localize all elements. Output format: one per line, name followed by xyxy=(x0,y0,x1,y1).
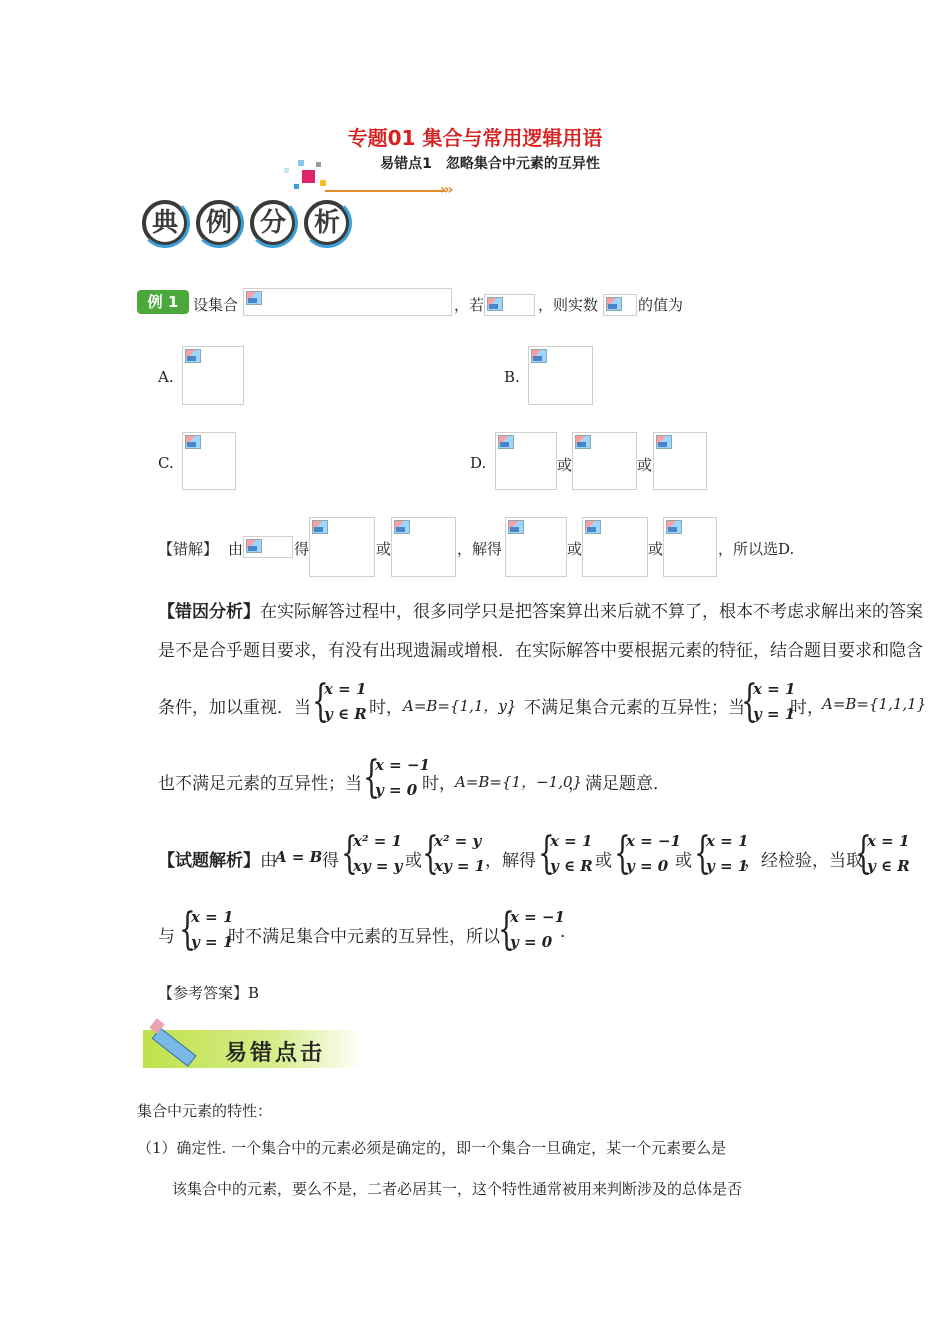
analysis-line-3d: 时， xyxy=(790,698,824,718)
banner-char-2: 例 xyxy=(196,200,242,246)
option-d-image-1 xyxy=(495,432,557,490)
question-prefix: 设集合 xyxy=(193,296,239,314)
broken-image-icon xyxy=(246,291,262,305)
solution-label: 【试题解析】由 xyxy=(158,851,277,871)
question-suffix: 的值为 xyxy=(638,296,684,314)
option-a-image xyxy=(182,346,244,405)
broken-image-icon xyxy=(487,297,503,311)
banner-arrows: ››› xyxy=(440,182,452,198)
broken-image-icon xyxy=(656,435,672,449)
broken-image-icon xyxy=(575,435,591,449)
wrong-image-6 xyxy=(663,517,717,577)
solution-or-2: 或 xyxy=(595,851,612,871)
broken-image-icon xyxy=(498,435,514,449)
broken-image-icon xyxy=(185,349,201,363)
option-b-image xyxy=(528,346,593,405)
tips-item-1-line-2: 该集合中的元素，要么不是，二者必居其一，这个特性通常被用来判断涉及的总体是否 xyxy=(172,1180,743,1198)
solution-de: 得 xyxy=(322,851,339,871)
wrong-image-1 xyxy=(243,536,293,558)
wrong-or-3: 或 xyxy=(648,540,664,558)
broken-image-icon xyxy=(246,539,262,553)
wrong-label: 【错解】 xyxy=(158,540,219,558)
option-d-image-3 xyxy=(653,432,707,490)
set-expression-2: A=B={1,1,1} xyxy=(822,695,927,713)
broken-image-icon xyxy=(585,520,601,534)
question-shishu: ，则实数 xyxy=(538,296,599,314)
answer-line xyxy=(158,982,259,1003)
analysis-label: 【错因分析】 xyxy=(158,602,260,622)
solution-yu: 与 xyxy=(158,927,175,947)
solution-or-3: 或 xyxy=(675,851,692,871)
broken-image-icon xyxy=(531,349,547,363)
wrong-or-1: 或 xyxy=(376,540,392,558)
broken-image-icon xyxy=(606,297,622,311)
banner-line xyxy=(325,190,445,192)
solution-jiede: ，解得 xyxy=(485,851,536,871)
analysis-line-1: 【错因分析】在实际解答过程中，很多同学只是把答案算出来后就不算了，根本不考虑求解出来的答案 xyxy=(158,602,923,622)
tips-item-1-line-1: （1）确定性. 一个集合中的元素必须是确定的，即一个集合一旦确定，某一个元素要么是 xyxy=(137,1139,727,1157)
option-c-label: C. xyxy=(158,454,174,472)
wrong-you: 由 xyxy=(228,540,244,558)
broken-image-icon xyxy=(666,520,682,534)
tips-banner: 易错点击 xyxy=(143,1030,363,1068)
wrong-image-5 xyxy=(582,517,648,577)
page-title: 专题01 集合与常用逻辑用语 xyxy=(347,126,603,150)
analysis-line-3b: 时， xyxy=(369,698,403,718)
page-subtitle: 易错点1 忽略集合中元素的互异性 xyxy=(380,156,600,172)
set-expression-1: A=B={1,1，y} xyxy=(403,697,517,715)
set-expression-3: A=B={1，−1,0} xyxy=(455,773,583,791)
option-d-label: D. xyxy=(470,454,487,472)
analysis-line-3a: 条件，加以重视．当 xyxy=(158,698,311,718)
option-d-image-2 xyxy=(572,432,637,490)
analysis-line-2: 是不是合乎题目要求，有没有出现遗漏或增根．在实际解答中要根据元素的特征，结合题目要求和隐含 xyxy=(158,641,923,661)
broken-image-icon xyxy=(508,520,524,534)
banner-char-1: 典 xyxy=(142,200,188,246)
decor-squares xyxy=(280,158,330,194)
solution-jianyan: ，经检验，当取 xyxy=(744,851,863,871)
analysis-line-4b: 时， xyxy=(422,774,456,794)
option-d-or-2: 或 xyxy=(637,456,653,474)
pencil-icon xyxy=(152,1014,200,1054)
tips-intro: 集合中元素的特性： xyxy=(137,1102,273,1120)
wrong-or-2: 或 xyxy=(567,540,583,558)
wrong-image-2 xyxy=(309,517,375,577)
wrong-image-3 xyxy=(391,517,456,577)
analysis-line-4a: 也不满足元素的互异性；当 xyxy=(158,774,362,794)
broken-image-icon xyxy=(394,520,410,534)
broken-image-icon xyxy=(185,435,201,449)
solution-ab: A = B xyxy=(275,848,323,866)
broken-image-icon xyxy=(312,520,328,534)
example-badge: 例 1 xyxy=(137,290,189,314)
option-d-or-1: 或 xyxy=(557,456,573,474)
option-a-label: A. xyxy=(158,368,174,386)
condition-image xyxy=(484,294,535,316)
answer-value: B xyxy=(248,984,260,1002)
solution-mid: 时不满足集合中元素的互异性，所以 xyxy=(228,927,500,947)
banner-char-4: 析 xyxy=(304,200,350,246)
analysis-line-4c: ，满足题意． xyxy=(568,774,670,794)
option-c-image xyxy=(182,432,236,490)
solution-end: . xyxy=(560,922,566,942)
solution-or-1: 或 xyxy=(405,851,422,871)
answer-label: 【参考答案】 xyxy=(158,984,249,1002)
set-image xyxy=(243,288,452,316)
wrong-image-4 xyxy=(505,517,567,577)
wrong-jiede: ，解得 xyxy=(457,540,503,558)
option-b-label: B. xyxy=(504,368,520,386)
question-ruo: ，若 xyxy=(454,296,485,314)
variable-image xyxy=(603,294,637,316)
wrong-de: 得 xyxy=(294,540,310,558)
analysis-line-3c: ，不满足集合元素的互异性；当 xyxy=(507,698,745,718)
banner-char-3: 分 xyxy=(250,200,296,246)
wrong-suoyi: ，所以选D. xyxy=(718,540,795,558)
